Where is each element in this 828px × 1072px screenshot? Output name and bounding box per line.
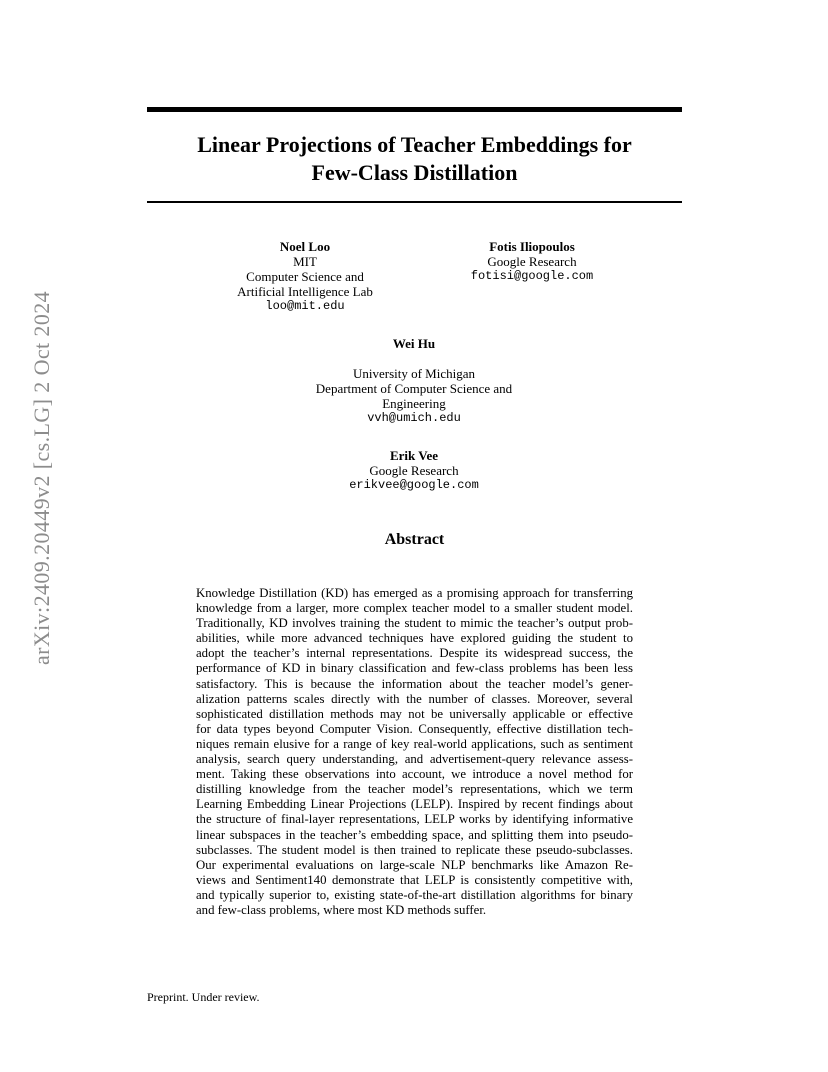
abstract-line: subclasses. The student model is then trained to replicate these pseudo-subclasses. [196, 842, 633, 857]
author-affiliation: Department of Computer Science and [315, 381, 513, 396]
abstract-line: abilities, while more advanced techniques have explored guiding the student to [196, 631, 633, 646]
author-block-fotis-iliopoulos [437, 239, 627, 284]
author-affiliation: MIT [293, 254, 317, 269]
author-affiliation: Engineering [382, 396, 446, 411]
author-affiliation: Computer Science and [246, 269, 364, 284]
author-name: Fotis Iliopoulos [489, 239, 575, 254]
abstract-line: Traditionally, KD involves training the student to mimic the teacher’s output prob- [196, 616, 633, 631]
abstract-line: satisfactory. This is because the information about the teacher model’s gener- [196, 676, 633, 691]
author-block-erik-vee [314, 448, 514, 493]
abstract-line: performance of KD in binary classification and few-class problems has been less [196, 661, 633, 676]
abstract-line: Our experimental evaluations on large-scale NLP benchmarks like Amazon Re- [196, 857, 633, 872]
abstract-line: and few-class problems, where most KD methods suffer. [196, 902, 487, 917]
abstract-line: views and Sentiment140 demonstrate that LELP is consistently competitive with, [196, 872, 633, 887]
author-name: Wei Hu [392, 336, 436, 351]
abstract-line: knowledge from a larger, more complex teacher model to a smaller student model. [196, 601, 633, 616]
author-affiliation: Artificial Intelligence Lab [237, 284, 373, 299]
author-email[interactable]: fotisi@google.com [470, 269, 594, 283]
abstract-line: for data types beyond Computer Vision. Consequently, effective distillation tech- [196, 721, 633, 736]
abstract-line: the structure of final-layer representations, LELP works by identifying informative [196, 812, 633, 827]
abstract-line: sophisticated distillation methods may not be universally applicable or effective [196, 706, 633, 721]
author-affiliation: Google Research [369, 463, 459, 478]
author-affiliation: University of Michigan [352, 366, 476, 381]
author-email[interactable]: loo@mit.edu [265, 299, 345, 313]
abstract-line: distilling knowledge from the teacher model’s representations, which we term [196, 782, 633, 797]
abstract-body [196, 586, 633, 918]
arxiv-identifier-stamp: arXiv:2409.20449v2 [cs.LG] 2 Oct 2024 [29, 290, 54, 666]
paper-title [147, 131, 682, 187]
title-bottom-rule [147, 201, 682, 203]
abstract-line: analysis, search query understanding, and advertisement-query relevance assess- [196, 752, 633, 767]
abstract-line: Learning Embedding Linear Projections (LELP). Inspired by recent findings about [196, 797, 633, 812]
author-block-noel-loo [200, 239, 410, 314]
abstract-line: niques remain elusive for a range of key real-world applications, such as sentiment [196, 736, 633, 751]
abstract-line: Knowledge Distillation (KD) has emerged as a promising approach for transferring [196, 586, 633, 600]
abstract-line: linear subspaces in the teacher’s embedding space, and splitting them into pseudo- [196, 827, 633, 842]
abstract-heading: Abstract [384, 531, 445, 548]
author-block-wei-hu [264, 336, 564, 426]
preprint-footer: Preprint. Under review. [147, 990, 260, 1004]
author-affiliation: Google Research [487, 254, 577, 269]
abstract-line: and typically superior to, existing state-of-the-art distillation algorithms for binary [196, 887, 633, 902]
author-name: Noel Loo [279, 239, 331, 254]
title-top-rule [147, 107, 682, 112]
author-email[interactable]: erikvee@google.com [349, 478, 479, 492]
abstract-line: alization patterns scales directly with the number of classes. Moreover, several [196, 691, 633, 706]
abstract-line: ment. Taking these observations into account, we introduce a novel method for [196, 767, 633, 782]
author-email[interactable]: vvh@umich.edu [367, 411, 461, 425]
author-name: Erik Vee [389, 448, 439, 463]
abstract-line: adopt the teacher’s internal representations. Despite its widespread success, the [196, 646, 633, 661]
title-line: Few-Class Distillation [311, 160, 518, 185]
title-line: Linear Projections of Teacher Embeddings for [197, 132, 632, 157]
